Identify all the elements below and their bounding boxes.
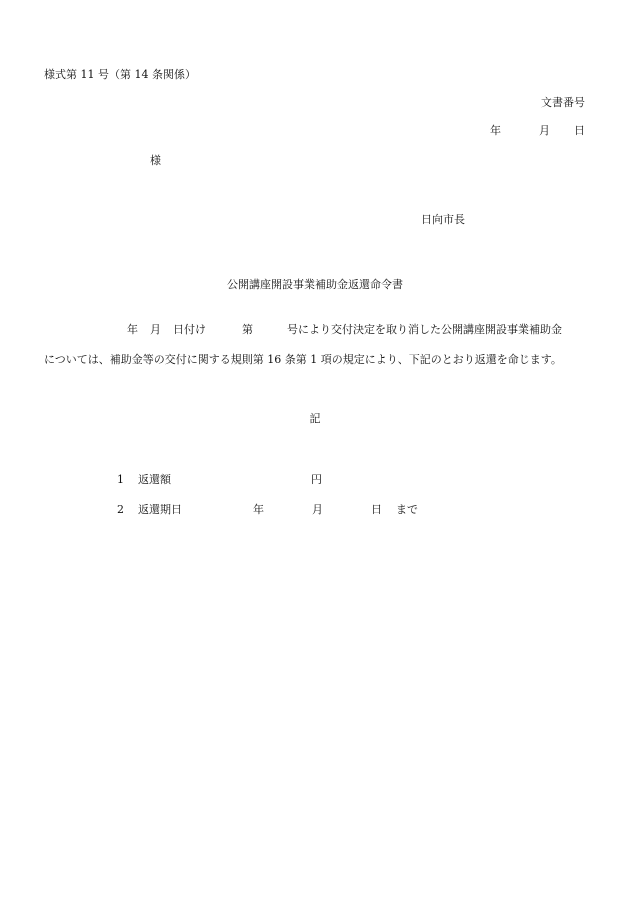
item-return-deadline — [117, 503, 418, 517]
addressee-suffix: 様 — [150, 154, 161, 167]
item-label: 返還期日 — [138, 503, 182, 516]
date-month-label: 月 — [539, 124, 550, 137]
item-number: 1 — [117, 473, 124, 486]
item-label: 返還額 — [138, 473, 171, 486]
item-month: 月 — [312, 503, 323, 516]
body-line-1-rest: 号により交付決定を取り消した公開講座開設事業補助金 — [287, 323, 562, 336]
body-line-2: については、補助金等の交付に関する規則第 16 条第 1 項の規定により、下記のとおり返還を命じます。 — [44, 353, 562, 366]
body-year: 年 — [127, 323, 138, 336]
body-dai: 第 — [242, 323, 253, 336]
item-unit: 円 — [311, 473, 322, 486]
item-return-amount — [117, 473, 322, 487]
item-until: まで — [396, 503, 418, 516]
document-number-label: 文書番号 — [541, 96, 585, 109]
item-day: 日 — [371, 503, 382, 516]
date-day-label: 日 — [574, 124, 585, 137]
item-year: 年 — [253, 503, 264, 516]
document-title: 公開講座開設事業補助金返還命令書 — [227, 278, 403, 291]
date-year-label: 年 — [490, 124, 501, 137]
item-number: 2 — [117, 503, 124, 516]
issuer: 日向市長 — [421, 213, 465, 226]
body-day-dated: 日付け — [173, 323, 206, 336]
form-number: 様式第 11 号（第 14 条関係） — [44, 68, 196, 81]
body-line-1 — [127, 323, 562, 337]
body-month: 月 — [150, 323, 161, 336]
date-line — [490, 124, 585, 138]
ki-heading: 記 — [309, 412, 321, 425]
